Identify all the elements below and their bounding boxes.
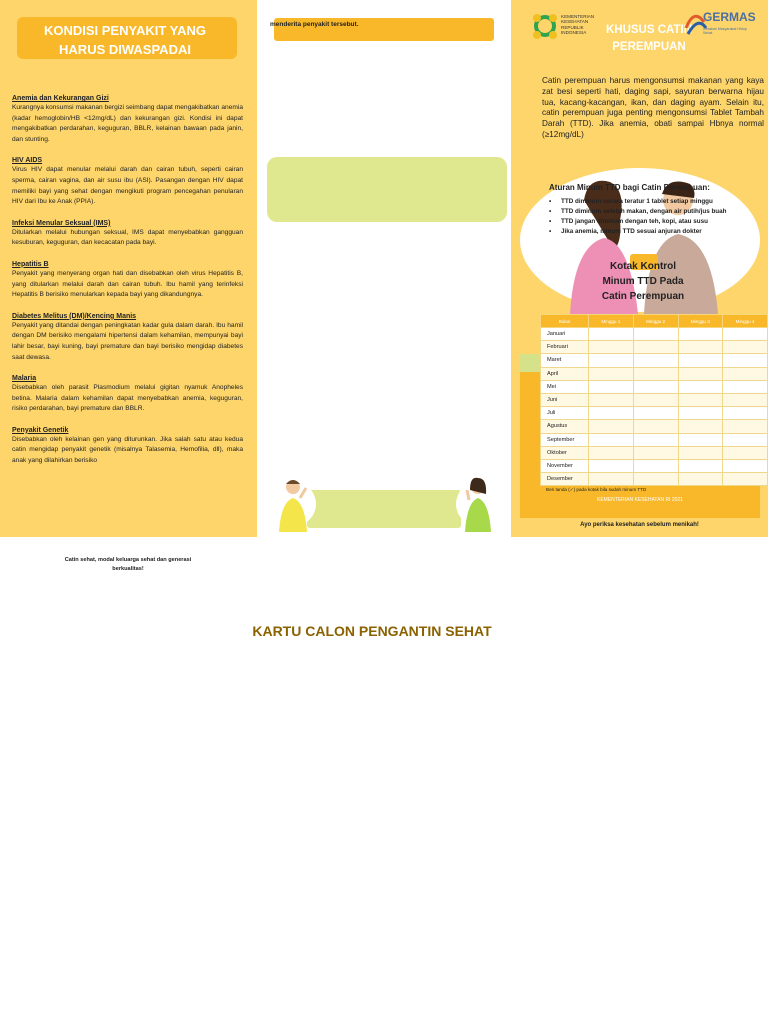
week-checkbox[interactable] bbox=[589, 341, 634, 354]
month-cell: Desember bbox=[541, 473, 589, 486]
week-checkbox[interactable] bbox=[589, 380, 634, 393]
week-checkbox[interactable] bbox=[678, 420, 723, 433]
man-thinking-icon bbox=[271, 474, 317, 534]
left-panel bbox=[0, 0, 257, 537]
week-checkbox[interactable] bbox=[723, 473, 768, 486]
germas-logo-text: GERMAS bbox=[703, 10, 756, 24]
week-checkbox[interactable] bbox=[678, 407, 723, 420]
disease-body: Penyakit yang menyerang organ hati dan disebabkan oleh virus Hepatitis B, yang ditularkan melalui darah dan cairan tubuh. Ibu hamil yang terinfeksi Hepatitis B berisiko menularkan kepada bayi yang dikandungnya. bbox=[12, 269, 243, 299]
disease-item bbox=[12, 220, 243, 249]
disease-heading: Anemia dan Kekurangan Gizi bbox=[12, 95, 109, 102]
month-cell: Juni bbox=[541, 393, 589, 406]
table-row bbox=[541, 420, 768, 433]
week-checkbox[interactable] bbox=[633, 407, 678, 420]
rule-item: • TTD jangan diminum dengan teh, kopi, atau susu bbox=[549, 217, 764, 227]
column-header: Minggu 1 bbox=[589, 315, 634, 328]
table-row bbox=[541, 407, 768, 420]
week-checkbox[interactable] bbox=[589, 459, 634, 472]
week-checkbox[interactable] bbox=[723, 446, 768, 459]
week-checkbox[interactable] bbox=[723, 367, 768, 380]
week-checkbox[interactable] bbox=[723, 328, 768, 341]
week-checkbox[interactable] bbox=[633, 446, 678, 459]
week-checkbox[interactable] bbox=[633, 380, 678, 393]
middle-panel bbox=[257, 0, 511, 537]
month-cell: April bbox=[541, 367, 589, 380]
ministry-footer: KEMENTERIAN KESEHATAN RI 2021 bbox=[597, 497, 683, 503]
week-checkbox[interactable] bbox=[678, 473, 723, 486]
week-checkbox[interactable] bbox=[589, 433, 634, 446]
control-box-title: Kotak Kontrol Minum TTD Pada Catin Perempuan bbox=[601, 261, 685, 302]
table-row bbox=[541, 459, 768, 472]
week-checkbox[interactable] bbox=[589, 354, 634, 367]
disease-item bbox=[12, 375, 243, 415]
month-cell: Juli bbox=[541, 407, 589, 420]
week-checkbox[interactable] bbox=[633, 473, 678, 486]
table-row bbox=[541, 367, 768, 380]
right-panel-title: KHUSUS CATIN PEREMPUAN bbox=[605, 24, 693, 53]
back-caption: Catin sehat, modal keluarga sehat dan generasi berkualitas! bbox=[64, 557, 192, 572]
disease-item bbox=[12, 261, 243, 301]
week-checkbox[interactable] bbox=[633, 328, 678, 341]
week-checkbox[interactable] bbox=[723, 459, 768, 472]
week-checkbox[interactable] bbox=[723, 341, 768, 354]
table-row bbox=[541, 473, 768, 486]
bottom-note: Ayo periksa kesehatan sebelum menikah! bbox=[580, 522, 699, 528]
week-checkbox[interactable] bbox=[678, 459, 723, 472]
week-checkbox[interactable] bbox=[589, 473, 634, 486]
month-cell: November bbox=[541, 459, 589, 472]
week-checkbox[interactable] bbox=[723, 380, 768, 393]
week-checkbox[interactable] bbox=[589, 328, 634, 341]
week-checkbox[interactable] bbox=[723, 354, 768, 367]
column-header: Minggu 2 bbox=[633, 315, 678, 328]
week-checkbox[interactable] bbox=[678, 328, 723, 341]
week-checkbox[interactable] bbox=[678, 367, 723, 380]
month-cell: Maret bbox=[541, 354, 589, 367]
week-checkbox[interactable] bbox=[678, 446, 723, 459]
intro-paragraph: Catin perempuan harus mengonsumsi makanan yang kaya zat besi seperti hati, daging sapi, sayuran berwarna hijau tua, kacang-kacangan, ikan, dan daging ayam. Selain itu, catin perempuan juga penting mengonsumsi Tablet Tambah Darah (TTD). Jika anemia, obati sampai Hbnya normal (≥12mg/dL) bbox=[542, 76, 764, 139]
disease-heading: Infeksi Menular Seksual (IMS) bbox=[12, 219, 111, 227]
germas-subtitle: Gerakan Masyarakat Hidup Sehat bbox=[703, 27, 747, 36]
week-checkbox[interactable] bbox=[633, 459, 678, 472]
week-checkbox[interactable] bbox=[589, 367, 634, 380]
week-checkbox[interactable] bbox=[723, 393, 768, 406]
week-checkbox[interactable] bbox=[678, 341, 723, 354]
week-checkbox[interactable] bbox=[678, 393, 723, 406]
disease-body: Kurangnya konsumsi makanan bergizi seimbang dapat mengakibatkan anemia (kadar hemoglobin/HB <12mg/dL) dan kekurangan gizi. Kondisi ini dapat mengakibatkan perdarahan, keguguran, BBLR, kelainan bawaan pada janin, dan stunting. bbox=[12, 104, 243, 143]
week-checkbox[interactable] bbox=[633, 367, 678, 380]
card-title: KARTU CALON PENGANTIN SEHAT bbox=[252, 623, 492, 639]
week-checkbox[interactable] bbox=[678, 380, 723, 393]
right-panel bbox=[511, 0, 768, 537]
disease-item bbox=[12, 427, 243, 467]
column-header: Minggu 4 bbox=[723, 315, 768, 328]
week-checkbox[interactable] bbox=[633, 393, 678, 406]
kemenkes-logo-text: KEMENTERIAN KESEHATAN REPUBLIK INDONESIA bbox=[561, 14, 595, 36]
week-checkbox[interactable] bbox=[678, 354, 723, 367]
disease-body: Penyakit yang ditandai dengan peningkatan kadar gula dalam darah. Ibu hamil dengan DM berisiko mengalami hipertensi dalam kehamilan, mempunyai bayi lahir besar, bayi kuning, bayi premature dan bayi berisiko mengidap diabetes saat dewasa. bbox=[12, 321, 243, 361]
table-row bbox=[541, 354, 768, 367]
week-checkbox[interactable] bbox=[589, 420, 634, 433]
week-checkbox[interactable] bbox=[589, 446, 634, 459]
disease-heading: Diabetes Melitus (DM)/Kencing Manis bbox=[12, 312, 137, 320]
disease-heading: HIV AIDS bbox=[12, 157, 43, 165]
table-row bbox=[541, 341, 768, 354]
week-checkbox[interactable] bbox=[723, 433, 768, 446]
month-cell: September bbox=[541, 433, 589, 446]
month-cell: Oktober bbox=[541, 446, 589, 459]
disease-body: Ditularkan melalui hubungan seksual, IMS dapat menyebabkan gangguan kesuburan, keguguran, dan kecacatan pada bayi. bbox=[12, 228, 243, 247]
column-header: Minggu 3 bbox=[678, 315, 723, 328]
week-checkbox[interactable] bbox=[633, 420, 678, 433]
table-row bbox=[541, 446, 768, 459]
week-checkbox[interactable] bbox=[678, 433, 723, 446]
week-checkbox[interactable] bbox=[723, 407, 768, 420]
rule-item: • Jika anemia, minum TTD sesuai anjuran dokter bbox=[549, 227, 764, 237]
card-underlay-accent bbox=[520, 354, 540, 372]
month-cell: Agustus bbox=[541, 420, 589, 433]
left-panel-title: KONDISI PENYAKIT YANG HARUS DIWASPADAI bbox=[43, 23, 207, 57]
woman-thinking-icon bbox=[455, 474, 501, 534]
green-bottom-box bbox=[307, 490, 461, 528]
table-header-row bbox=[541, 315, 768, 328]
rules-list bbox=[549, 197, 764, 237]
month-cell: Januari bbox=[541, 328, 589, 341]
table-row bbox=[541, 393, 768, 406]
week-checkbox[interactable] bbox=[589, 407, 634, 420]
disease-heading: Penyakit Genetik bbox=[12, 426, 69, 434]
disease-item bbox=[12, 157, 243, 207]
disease-item bbox=[12, 95, 243, 145]
month-cell: Mei bbox=[541, 380, 589, 393]
ttd-control-table bbox=[540, 314, 768, 486]
week-checkbox[interactable] bbox=[633, 433, 678, 446]
week-checkbox[interactable] bbox=[589, 393, 634, 406]
disease-item bbox=[12, 313, 243, 363]
disease-heading: Hepatitis B bbox=[12, 260, 49, 268]
top-bar-text: menderita penyakit tersebut. bbox=[270, 21, 359, 28]
week-checkbox[interactable] bbox=[633, 341, 678, 354]
week-checkbox[interactable] bbox=[723, 420, 768, 433]
rules-title: Aturan Minum TTD bagi Catin Perempuan: bbox=[549, 183, 710, 192]
disease-body: Virus HIV dapat menular melalui darah dan cairan tubuh, seperti cairan sperma, cairan vagina, dan air susu ibu (ASI). Pasangan dengan HIV dapat memiliki bayi yang sehat dengan mengikuti program pencegahan penularan HIV dari Ibu ke Anak (PPIA). bbox=[12, 166, 243, 206]
disease-body: Disebabkan oleh parasit Plasmodium melalui gigitan nyamuk Anopheles betina. Malaria dalam kehamilan dapat menyebabkan anemia, keguguran, risiko perdarahan, bayi premature dan BBLR. bbox=[12, 384, 243, 413]
green-box bbox=[267, 157, 507, 222]
rule-item: • TTD diminum secara teratur 1 tablet setiap minggu bbox=[549, 197, 764, 207]
disease-list bbox=[12, 95, 243, 479]
column-header: Bulan bbox=[541, 315, 589, 328]
table-note: Beri tanda (✓) pada kotak bila sudah minum TTD bbox=[546, 487, 647, 492]
disease-heading: Malaria bbox=[12, 375, 37, 383]
disease-body: Disebabkan oleh kelainan gen yang diturunkan. Jika salah satu atau kedua catin mengidap penyakit genetik (misalnya Talasemia, Hemofilia, dll), maka anak yang dilahirkan berisiko bbox=[12, 435, 243, 465]
month-cell: Februari bbox=[541, 341, 589, 354]
week-checkbox[interactable] bbox=[633, 354, 678, 367]
table-row bbox=[541, 328, 768, 341]
table-row bbox=[541, 380, 768, 393]
table-row bbox=[541, 433, 768, 446]
rule-item: • TTD diminum setelah makan, dengan air putih/jus buah bbox=[549, 207, 764, 217]
